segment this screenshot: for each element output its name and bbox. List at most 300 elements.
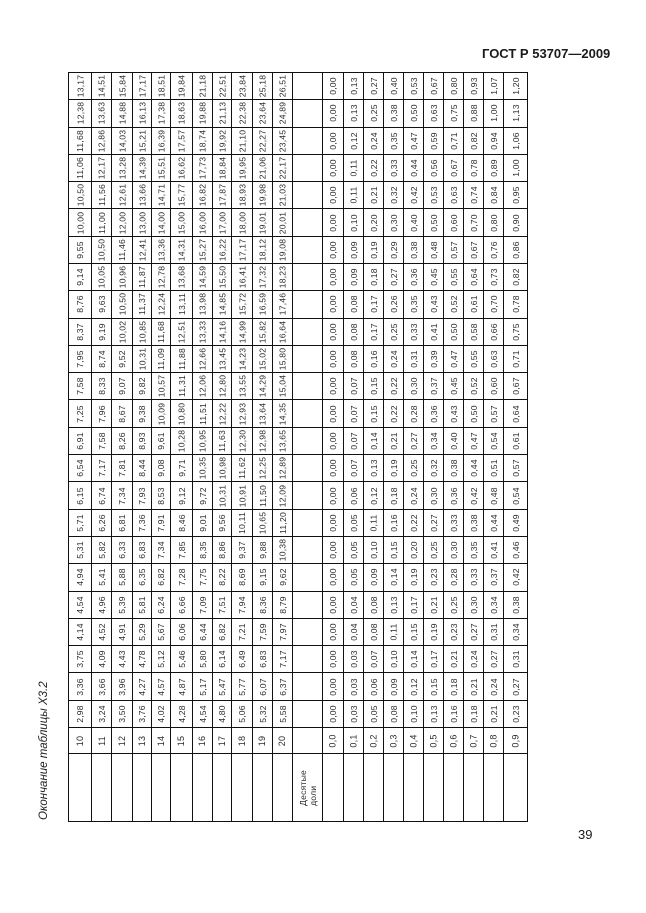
cell-value: 12,93 (237, 402, 248, 425)
cell-value: 19,01 (257, 211, 268, 234)
row-label: 13 (136, 735, 147, 746)
cell-value: 0,13 (368, 459, 379, 477)
table-cell (344, 701, 363, 728)
table-cell (323, 701, 343, 728)
cell-value: 0,17 (408, 595, 419, 614)
cell-value: 0,25 (428, 541, 439, 559)
cell-value: 0,25 (368, 104, 379, 123)
cell-value: 14,31 (176, 238, 187, 262)
cell-value: 14,03 (117, 129, 128, 152)
table-cell (273, 646, 292, 673)
table-cell (213, 455, 231, 482)
table-cell (384, 537, 403, 564)
table-cell (444, 346, 463, 373)
cell-value: 4,54 (197, 705, 208, 723)
table-cell (384, 428, 403, 455)
cell-value: 6,74 (96, 486, 107, 505)
table-cell (404, 428, 423, 455)
row-label: 16 (197, 735, 208, 746)
table-cell (504, 482, 527, 509)
table-cell (112, 264, 132, 291)
table-cell (273, 428, 292, 455)
cell-value: 0,43 (448, 404, 459, 423)
table-cell (424, 100, 443, 127)
table-cell (504, 564, 527, 591)
table-cell (152, 346, 170, 373)
table-cell (404, 291, 423, 318)
cell-value: 11,20 (277, 511, 288, 534)
table-cell (384, 182, 403, 209)
cell-value: 12,06 (197, 375, 208, 398)
table-cell (213, 237, 231, 264)
table-cell (293, 673, 322, 700)
cell-value: 0,17 (428, 650, 439, 669)
cell-value: 8,86 (217, 541, 227, 559)
cell-value: 4,14 (75, 623, 85, 641)
table-row (464, 73, 484, 822)
cell-value: 12,51 (176, 320, 187, 344)
table-cell (344, 373, 363, 400)
tenths-label: Десятые доли (297, 769, 318, 806)
cell-value: 0,00 (328, 295, 338, 314)
table-cell (232, 537, 252, 564)
cell-value: 0,07 (348, 459, 359, 477)
table-cell (293, 373, 322, 400)
cell-value: 13,33 (197, 320, 208, 344)
table-row (193, 73, 213, 822)
cell-value: 0,64 (510, 404, 521, 423)
table-cell (152, 482, 170, 509)
table-cell (92, 455, 111, 482)
cell-value: 10,96 (117, 265, 128, 289)
cell-value: 5,41 (96, 568, 107, 587)
table-cell (344, 237, 363, 264)
table-cell (424, 209, 443, 236)
cell-value: 0,08 (348, 350, 359, 368)
cell-value: 0,00 (328, 186, 338, 205)
table-cell (424, 455, 443, 482)
table-cell (384, 73, 403, 100)
table-cell (344, 155, 363, 182)
row-label-cell (444, 728, 463, 754)
table-cell (152, 73, 170, 100)
table-cell (152, 182, 170, 209)
cell-value: 0,25 (388, 323, 399, 341)
table-cell (193, 373, 212, 400)
table-cell (364, 510, 383, 537)
table-cell (193, 401, 212, 428)
table-cell (133, 100, 151, 127)
table-cell (293, 455, 322, 482)
table-cell (273, 592, 292, 619)
cell-value: 22,27 (257, 129, 268, 152)
cell-value: 0,00 (328, 323, 338, 341)
table-cell (193, 673, 212, 700)
table-cell (213, 701, 231, 728)
table-cell (424, 264, 443, 291)
cell-value: 6,15 (75, 486, 85, 505)
table-cell (384, 592, 403, 619)
table-cell (464, 510, 483, 537)
cell-value: 9,61 (156, 432, 166, 450)
table-cell (213, 537, 231, 564)
table-cell (293, 155, 322, 182)
table-cell (232, 646, 252, 673)
table-cell (504, 155, 527, 182)
header-cell (112, 754, 132, 822)
cell-value: 8,69 (237, 568, 247, 587)
table-cell (293, 428, 322, 455)
cell-value: 7,25 (75, 404, 85, 423)
cell-value: 0,21 (368, 186, 379, 205)
cell-value: 10,57 (156, 375, 167, 398)
table-cell (253, 646, 272, 673)
table-cell (112, 701, 132, 728)
table-cell (213, 619, 231, 646)
cell-value: 0,88 (468, 104, 479, 123)
cell-value: 19,95 (237, 156, 248, 180)
table-cell (232, 673, 252, 700)
table-cell (484, 510, 503, 537)
table-cell (504, 592, 527, 619)
cell-value: 13,28 (117, 156, 128, 180)
table-cell (273, 401, 292, 428)
table-cell (193, 319, 212, 346)
cell-value: 0,12 (408, 677, 419, 696)
cell-value: 0,11 (348, 186, 359, 204)
cell-value: 8,22 (217, 568, 227, 587)
cell-value: 10,35 (197, 456, 208, 480)
cell-value: 0,38 (510, 595, 521, 614)
cell-value: 0,32 (388, 186, 399, 205)
table-cell (112, 428, 132, 455)
cell-value: 0,00 (328, 213, 338, 232)
table-cell (464, 237, 483, 264)
table-cell (444, 291, 463, 318)
table-cell (152, 428, 170, 455)
table-cell (364, 701, 383, 728)
cell-value: 0,38 (408, 241, 419, 259)
cell-value: 0,08 (348, 323, 359, 341)
table-cell (444, 564, 463, 591)
cell-value: 4,80 (217, 705, 227, 723)
table-cell (213, 673, 231, 700)
cell-value: 17,57 (176, 129, 187, 152)
header-cell (193, 754, 212, 822)
cell-value: 6,14 (217, 650, 227, 669)
table-cell (171, 264, 192, 291)
cell-value: 18,12 (257, 238, 268, 262)
cell-value: 0,40 (408, 213, 419, 232)
table-cell (133, 237, 151, 264)
cell-value: 0,15 (368, 377, 379, 396)
row-label-cell (253, 728, 272, 754)
table-cell (273, 510, 292, 537)
cell-value: 14,71 (156, 184, 167, 207)
cell-value: 0,23 (448, 623, 459, 641)
table-cell (133, 537, 151, 564)
table-cell (364, 291, 383, 318)
row-label: 0,9 (510, 733, 521, 748)
cell-value: 4,09 (96, 650, 107, 669)
table-cell (504, 264, 527, 291)
cell-value: 0,93 (468, 77, 479, 95)
table-cell (344, 291, 363, 318)
table-cell (404, 455, 423, 482)
table-cell (323, 673, 343, 700)
table-cell (404, 346, 423, 373)
cell-value: 15,04 (277, 375, 288, 398)
table-cell (404, 401, 423, 428)
table-cell (193, 592, 212, 619)
cell-value: 17,17 (137, 74, 148, 98)
cell-value: 4,87 (176, 677, 187, 696)
table-cell (464, 73, 483, 100)
table-cell (69, 373, 91, 400)
row-label-cell (364, 728, 383, 754)
table-cell (293, 482, 322, 509)
table-cell (464, 564, 483, 591)
cell-value: 8,46 (176, 514, 187, 532)
cell-value: 0,33 (468, 568, 479, 587)
table-caption: Окончание таблицы Х3.2 (38, 681, 50, 820)
cell-value: 0,08 (368, 623, 379, 641)
table-row (133, 73, 152, 822)
cell-value: 5,46 (176, 650, 187, 669)
cell-value: 0,37 (428, 377, 439, 396)
table-cell (92, 619, 111, 646)
table-cell (323, 428, 343, 455)
table-cell (384, 482, 403, 509)
table-cell (253, 264, 272, 291)
table-cell (384, 401, 403, 428)
table-cell (404, 537, 423, 564)
table-row (69, 73, 92, 822)
table-cell (444, 237, 463, 264)
table-cell (69, 564, 91, 591)
table-cell (344, 128, 363, 155)
cell-value: 13,17 (75, 74, 86, 98)
table-cell (273, 373, 292, 400)
cell-value: 12,00 (117, 211, 128, 234)
cell-value: 6,26 (96, 514, 107, 532)
cell-value: 0,82 (510, 268, 521, 286)
cell-value: 6,44 (197, 623, 208, 641)
cell-value: 0,48 (488, 486, 499, 505)
cell-value: 5,67 (156, 623, 166, 641)
table-cell (323, 182, 343, 209)
cell-value: 6,54 (75, 459, 85, 477)
cell-value: 0,32 (428, 459, 439, 477)
header-cell (133, 754, 151, 822)
table-cell (253, 155, 272, 182)
cell-value: 12,86 (96, 129, 107, 152)
table-cell (484, 264, 503, 291)
table-cell (464, 346, 483, 373)
table-cell (344, 209, 363, 236)
table-cell (464, 182, 483, 209)
table-cell (384, 510, 403, 537)
row-label-cell (112, 728, 132, 754)
row-label: 19 (257, 735, 268, 746)
table-cell (293, 646, 322, 673)
table-cell (424, 701, 443, 728)
table-cell (344, 182, 363, 209)
table-cell (171, 319, 192, 346)
cell-value: 0,24 (368, 131, 379, 150)
table-cell (484, 209, 503, 236)
cell-value: 13,68 (176, 265, 187, 289)
table-cell (504, 646, 527, 673)
cell-value: 0,47 (468, 432, 479, 450)
row-label-cell (484, 728, 503, 754)
table-cell (323, 619, 343, 646)
cell-value: 20,01 (277, 211, 288, 234)
cell-value: 0,00 (328, 268, 338, 286)
cell-value: 0,00 (328, 650, 338, 669)
cell-value: 0,78 (468, 159, 479, 177)
cell-value: 24,89 (277, 102, 288, 125)
cell-value: 0,64 (468, 268, 479, 286)
row-label-cell (171, 728, 192, 754)
table-cell (293, 319, 322, 346)
cell-value: 0,75 (448, 104, 459, 123)
table-cell (464, 619, 483, 646)
cell-value: 5,12 (156, 650, 166, 669)
cell-value: 0,89 (488, 159, 499, 177)
cell-value: 0,48 (428, 241, 439, 259)
table-cell (232, 592, 252, 619)
table-cell (293, 209, 322, 236)
cell-value: 0,35 (388, 131, 399, 150)
table-cell (213, 128, 231, 155)
table-cell (92, 373, 111, 400)
cell-value: 7,21 (237, 623, 247, 641)
table-cell (171, 100, 192, 127)
table-cell (92, 291, 111, 318)
header-cell (171, 754, 192, 822)
table-cell (444, 619, 463, 646)
table-cell (464, 673, 483, 700)
cell-value: 0,31 (510, 650, 521, 669)
cell-value: 0,18 (448, 677, 459, 696)
cell-value: 6,06 (176, 623, 187, 641)
table-cell (232, 73, 252, 100)
tenths-column (293, 73, 323, 822)
table-cell (133, 673, 151, 700)
cell-value: 16,00 (197, 211, 208, 234)
table-cell (171, 592, 192, 619)
table-cell (112, 291, 132, 318)
table-cell (152, 646, 170, 673)
cell-value: 9,38 (137, 404, 147, 423)
cell-value: 13,65 (277, 429, 288, 453)
cell-value: 0,10 (388, 650, 399, 669)
table-cell (152, 264, 170, 291)
cell-value: 0,24 (468, 650, 479, 669)
table-cell (364, 128, 383, 155)
cell-value: 0,24 (488, 677, 499, 696)
table-cell (253, 564, 272, 591)
cell-value: 0,55 (448, 268, 459, 286)
cell-value: 12,61 (117, 184, 128, 207)
cell-value: 15,80 (277, 347, 288, 371)
table-cell (171, 209, 192, 236)
cell-value: 12,25 (257, 456, 268, 480)
table-cell (344, 673, 363, 700)
table-cell (152, 291, 170, 318)
table-cell (69, 619, 91, 646)
table-cell (112, 73, 132, 100)
table-cell (344, 455, 363, 482)
table-cell (384, 319, 403, 346)
cell-value: 0,08 (388, 705, 399, 723)
cell-value: 0,22 (408, 514, 419, 532)
cell-value: 12,41 (137, 238, 148, 262)
cell-value: 21,10 (237, 129, 248, 152)
table-cell (404, 510, 423, 537)
cell-value: 7,97 (277, 623, 288, 641)
cell-value: 0,50 (468, 404, 479, 423)
table-cell (133, 564, 151, 591)
table-cell (92, 510, 111, 537)
cell-value: 0,04 (348, 623, 359, 641)
cell-value: 0,67 (510, 377, 521, 396)
table-cell (344, 646, 363, 673)
table-cell (404, 155, 423, 182)
cell-value: 0,09 (388, 677, 399, 696)
table-cell (404, 564, 423, 591)
cell-value: 9,71 (176, 459, 187, 477)
cell-value: 6,66 (176, 595, 187, 614)
row-label: 0,3 (388, 733, 399, 748)
table-cell (293, 73, 322, 100)
table-cell (323, 482, 343, 509)
cell-value: 5,81 (137, 595, 147, 614)
table-cell (92, 428, 111, 455)
table-cell (69, 673, 91, 700)
cell-value: 0,80 (448, 77, 459, 95)
cell-value: 17,38 (156, 102, 167, 125)
table-cell (273, 100, 292, 127)
table-cell (384, 346, 403, 373)
cell-value: 8,76 (75, 295, 85, 314)
cell-value: 0,34 (510, 623, 521, 641)
cell-value: 9,14 (75, 268, 85, 286)
cell-value: 10,31 (217, 484, 228, 507)
cell-value: 11,87 (137, 266, 147, 289)
table-cell (323, 73, 343, 100)
row-label: 20 (277, 735, 288, 746)
cell-value: 11,51 (197, 402, 208, 425)
table-cell (404, 264, 423, 291)
cell-value: 0,36 (428, 404, 439, 423)
table-cell (504, 182, 527, 209)
table-cell (133, 319, 151, 346)
table-cell (133, 209, 151, 236)
cell-value: 0,09 (348, 241, 359, 259)
table-cell (293, 182, 322, 209)
cell-value: 13,11 (176, 293, 187, 316)
table-cell (484, 346, 503, 373)
cell-value: 10,91 (237, 484, 248, 507)
cell-value: 11,09 (156, 348, 166, 370)
cell-value: 6,49 (237, 650, 247, 669)
cell-value: 9,55 (75, 241, 85, 259)
cell-value: 0,31 (488, 623, 499, 641)
table-cell (171, 428, 192, 455)
table-cell (273, 673, 292, 700)
